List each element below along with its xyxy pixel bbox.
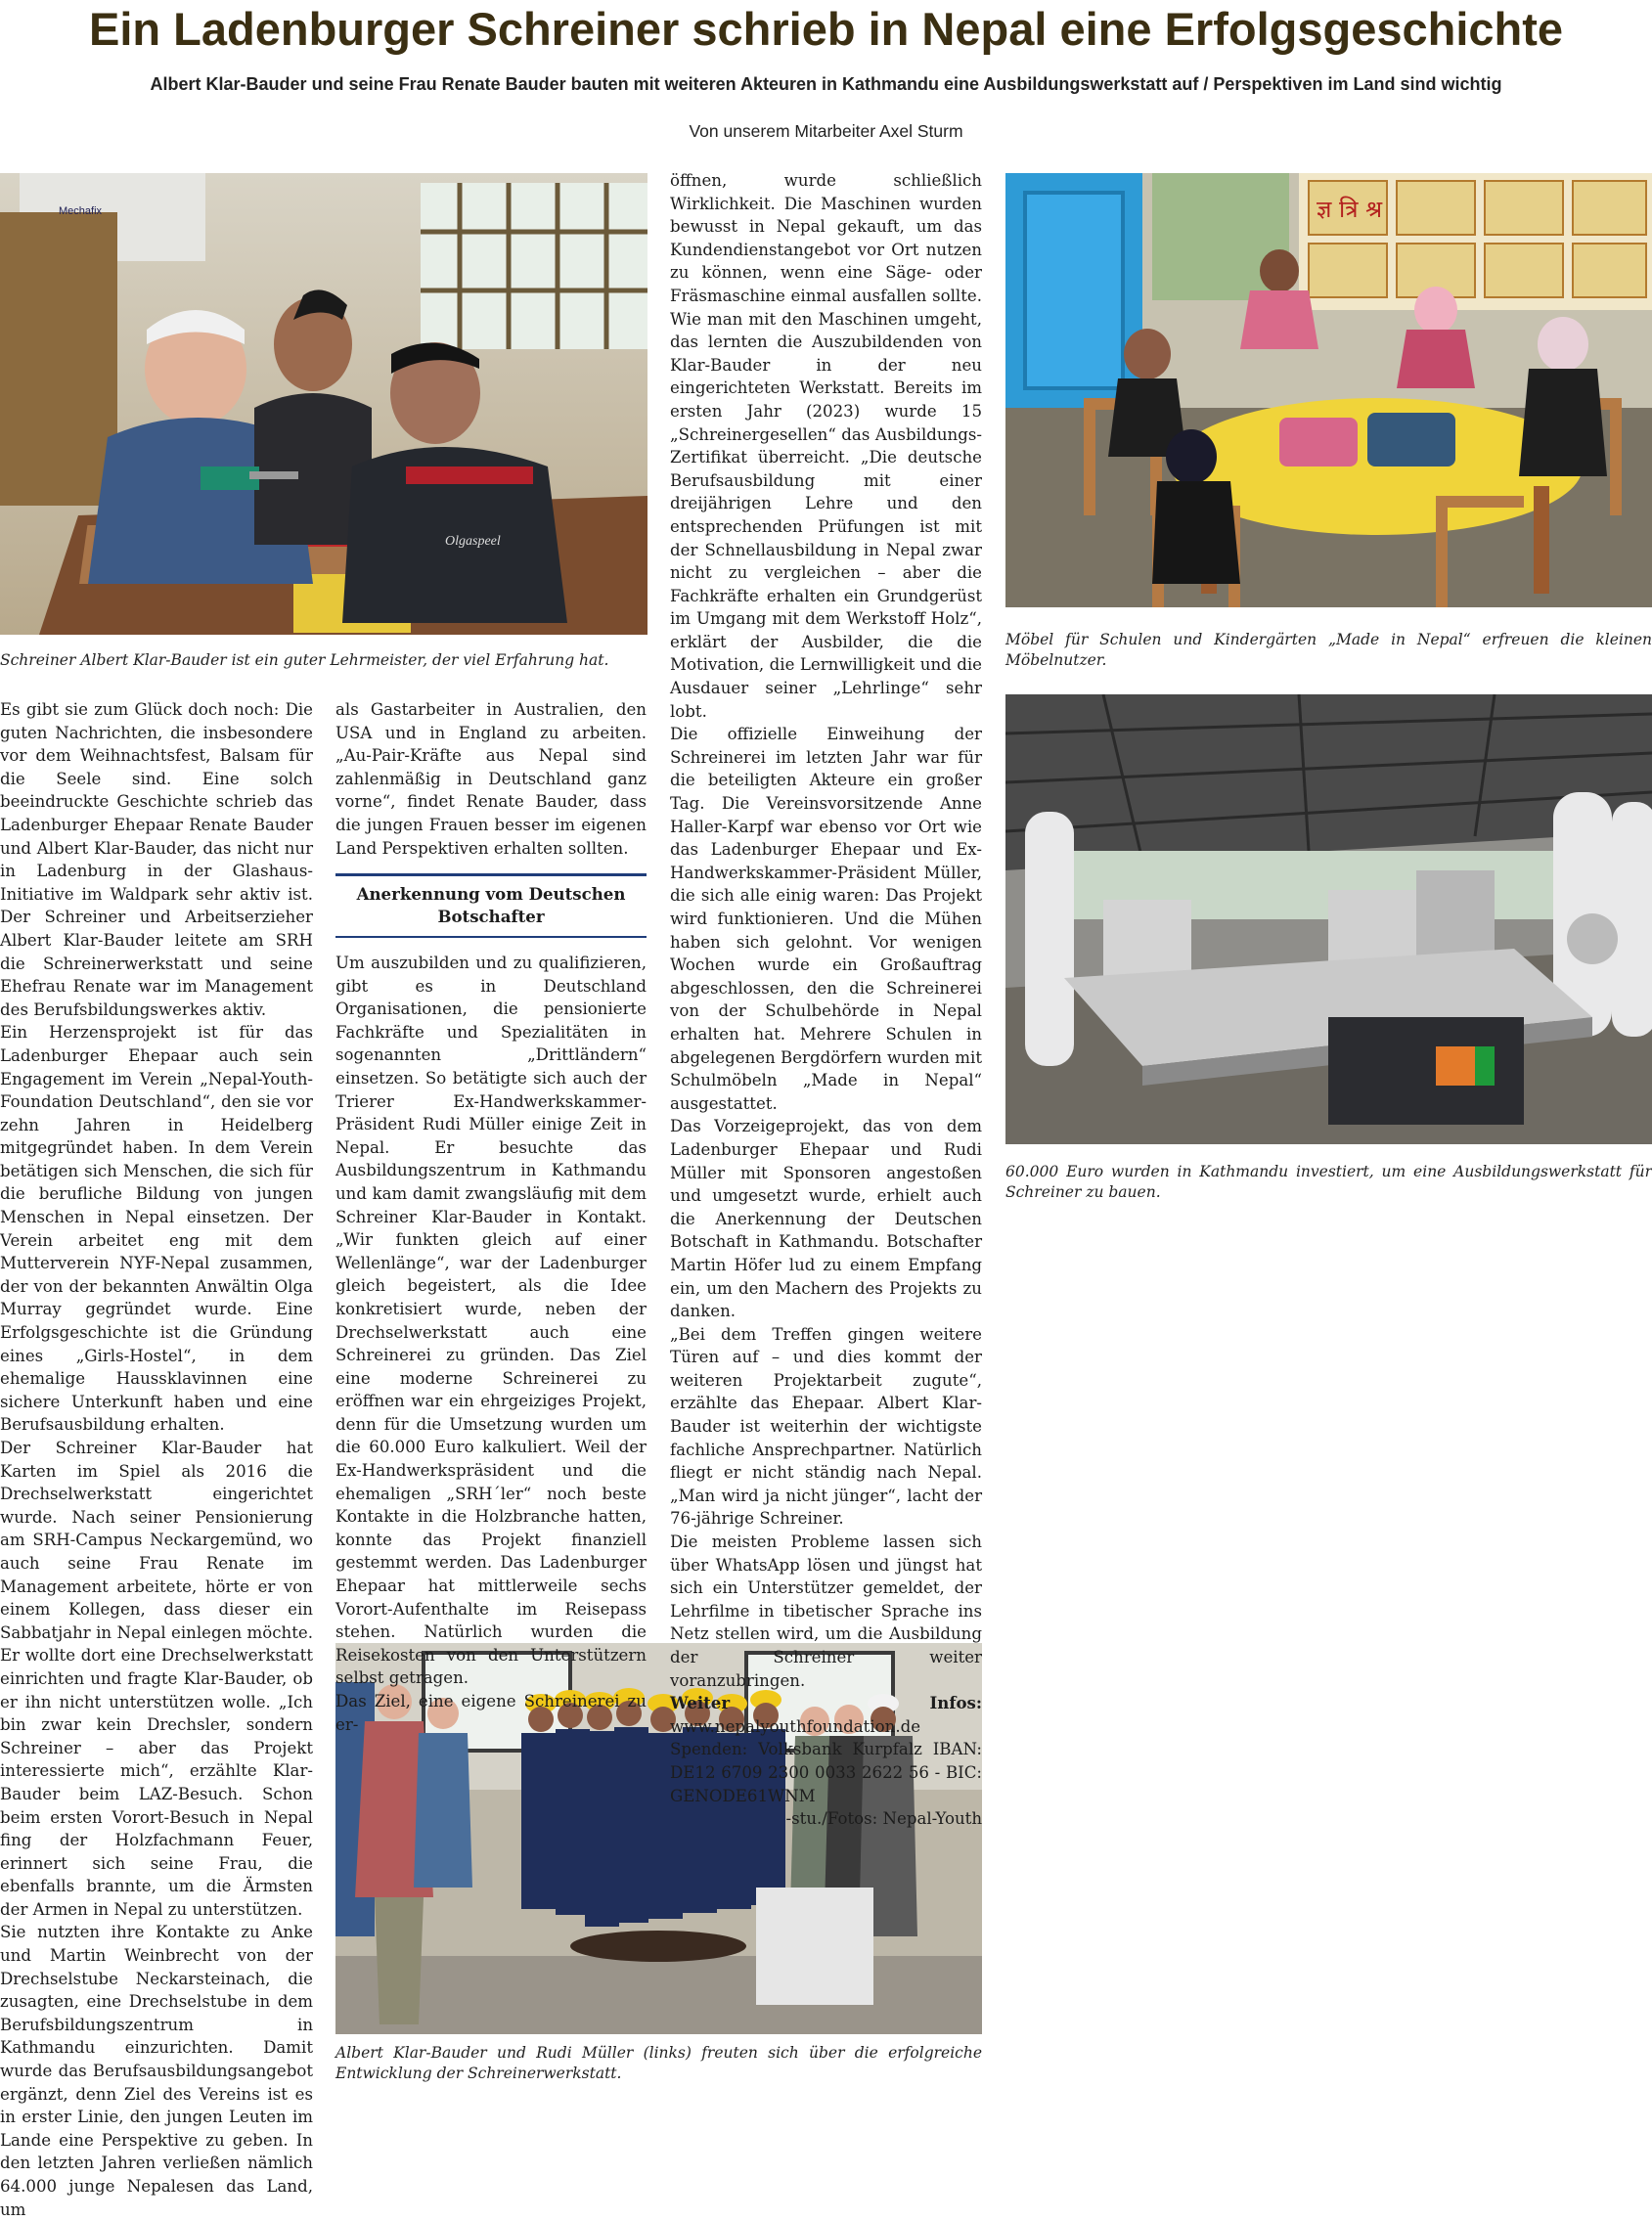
- wall-chart-letters: ज्ञ त्रि श्र: [1317, 196, 1383, 223]
- photo-kindergarten-furniture: [1005, 173, 1652, 607]
- article-column-2-bottom: [335, 952, 647, 1736]
- paragraph: Das Ziel, eine eigene Schreinerei zu er-: [335, 1692, 647, 1734]
- subheading-rule-top: [335, 873, 647, 876]
- info-text: www.nepalyouthfoundation.de Spenden: Volksbank Kurpfalz IBAN: DE12 6709 2300 0033 2622 56 - BIC: GENODE61WNM: [670, 1716, 982, 1805]
- info-block: [670, 1692, 982, 1807]
- article-column-2-top: [335, 698, 647, 860]
- article-column-1: [0, 698, 313, 2221]
- paragraph: „Bei dem Treffen gingen weitere Türen auf – und dies kommt der weiteren Projektarbeit zugute“, erzählte das Ehepaar. Albert Klar-Bauder ist weiterhin der wichtigste fachliche Ansprechpartner. Natürlich fliegt er nicht ständig nach Nepal. „Man wird ja nicht jünger“, lacht der 76-jährige Schreiner.: [670, 1324, 982, 1529]
- paragraph: Die offizielle Einweihung der Schreinerei im letzten Jahr war für die beteiligten Akteure ein großer Tag. Die Vereinsvorsitzende Anne Haller-Karpf war ebenso vor Ort wie das Ladenburger Ehepaar und Ex-Handwerkskammer-Präsident Müller, die sich alle einig waren: Das Projekt wird funktionieren. Und die Mühen haben sich gelohnt. Vor wenigen Wochen wurde ein Großauftrag abgeschlossen, den die Schreinerei von der Schulbehörde in Nepal erhalten hat. Mehrere Schulen in abgelegenen Bergdörfern wurden mit Schulmöbeln „Made in Nepal“ ausgestattet.: [670, 725, 982, 1113]
- paragraph: öffnen, wurde schließlich Wirklichkeit. Die Maschinen wurden bewusst in Nepal gekauft, um das Kundendienstangebot vor Ort nutzen zu können, wenn eine Säge- oder Fräsmaschine einmal ausfallen sollte. Wie man mit den Maschinen umgeht, das lernten die Auszubildenden von Klar-Bauder in der neu eingerichteten Werkstatt. Bereits im ersten Jahr (2023) wurde 15 „Schreinergesellen“ das Ausbildungs-Zertifikat überreicht. „Die deutsche Berufsausbildung mit einer dreijährigen Lehre und den entsprechenden Prüfungen ist mit der Schnellausbildung in Nepal zwar nicht zu vergleichen – aber die Fachkräfte erhalten ein Grundgerüst im Umgang mit dem Werkstoff Holz“, erklärt der Ausbilder, die die Motivation, die Lernwilligkeit und die Ausdauer seiner „Lehrlinge“ sehr lobt.: [670, 171, 982, 721]
- article-subheadline: Albert Klar-Bauder und seine Frau Renate Bauder bauten mit weiteren Akteuren in Kathmandu eine Ausbildungswerkstatt auf / Perspektiven im Land sind wichtig: [150, 74, 1502, 94]
- paragraph: Sie nutzten ihre Kontakte zu Anke und Martin Weinbrecht von der Drechselstube Neckarsteinach, die zusagten, eine Drechselstube in dem Berufsbildungszentrum in Kathmandu einzurichten. Damit wurde das Berufsausbildungsangebot ergänzt, denn Ziel des Vereins ist es in erster Linie, den jungen Leuten im Lande eine Perspektive zu geben. In den letzten Jahren verließen nämlich 64.000 junge Nepalesen das Land, um: [0, 1923, 313, 2219]
- caption-photo-kindergarten: Möbel für Schulen und Kindergärten „Made in Nepal“ erfreuen die kleinen Möbelnutzer.: [1005, 631, 1652, 669]
- paragraph: Es gibt sie zum Glück doch noch: Die guten Nachrichten, die insbesondere vor dem Weihnachtsfest, Balsam für die Seele sind. Eine solch beeindruckte Geschichte schrieb das Ladenburger Ehepaar Renate Bauder und Albert Klar-Bauder, das nicht nur in Ladenburg in der Glashaus-Initiative im Waldpark sehr aktiv ist. Der Schreiner und Arbeitserzieher Albert Klar-Bauder leitete am SRH die Schreinerwerkstatt und seine Ehefrau Renate war im Management des Berufsbildungswerkes aktiv.: [0, 700, 313, 1019]
- info-label: Weiter Infos:: [670, 1693, 982, 1713]
- paragraph: Die meisten Probleme lassen sich über WhatsApp lösen und jüngst hat sich ein Unterstützer gemeldet, der Lehrfilme in tibetischer Sprache ins Netz stellen wird, um die Ausbildung der Schreiner weiter voranzubringen.: [670, 1532, 982, 1690]
- paragraph: Ein Herzensprojekt ist für das Ladenburger Ehepaar auch sein Engagement im Verein „Nepal-Youth-Foundation Deutschland“, den sie vor zehn Jahren in Heidelberg mitgegründet haben. In dem Verein betätigen sich Menschen, die sich für die berufliche Bildung von jungen Menschen in Nepal einsetzen. Der Verein arbeitet eng mit dem Mutterverein NYF-Nepal zusammen, der von der bekannten Anwältin Olga Murray gegründet wurde. Eine Erfolgsgeschichte ist die Gründung eines „Girls-Hostel“, in dem ehemalige Haussklavinnen eine sichere Unterkunft haben und eine Berufsausbildung erhalten.: [0, 1023, 313, 1435]
- subheading-rule-bottom: [335, 936, 647, 938]
- photo-credit: -stu./Fotos: Nepal-Youth: [785, 1809, 982, 1829]
- paragraph: als Gastarbeiter in Australien, den USA und in England zu arbeiten. „Au-Pair-Kräfte aus Nepal sind zahlenmäßig in Deutschland ganz vorne“, findet Renate Bauder, dass die jungen Frauen besser im eigenen Land Perspektiven erhalten sollten.: [335, 700, 647, 858]
- machine-brand-label: Mechafix: [59, 205, 103, 217]
- article-column-3: [670, 169, 982, 1831]
- article-byline: Von unserem Mitarbeiter Axel Sturm: [689, 121, 963, 141]
- paragraph: Das Vorzeigeprojekt, das von dem Ladenburger Ehepaar und Rudi Müller mit Sponsoren angestoßen und umgesetzt wurde, erhielt auch die Anerkennung der Deutschen Botschaft in Kathmandu. Botschafter Martin Höfer lud zu einem Empfang ein, um den Machern des Projekts zu danken.: [670, 1117, 982, 1321]
- article-headline: Ein Ladenburger Schreiner schrieb in Nepal eine Erfolgsgeschichte: [88, 3, 1564, 55]
- jacket-logo: Olgaspeel: [445, 534, 501, 549]
- photo-workshop-drill: [0, 173, 647, 635]
- caption-photo-workshop: Schreiner Albert Klar-Bauder ist ein guter Lehrmeister, der viel Erfahrung hat.: [0, 651, 609, 669]
- caption-photo-group: Albert Klar-Bauder und Rudi Müller (links) freuten sich über die erfolgreiche Entwicklung der Schreinerwerkstatt.: [335, 2044, 982, 2082]
- paragraph: Der Schreiner Klar-Bauder hat Karten im Spiel als 2016 die Drechselwerkstatt eingerichtet wurde. Nach seiner Pensionierung am SRH-Campus Neckargemünd, wo auch seine Frau Renate im Management arbeitete, hörte er von einem Kollegen, dass dieser ein Sabbatjahr in Nepal einlegen möchte. Er wollte dort eine Drechselwerkstatt einrichten und fragte Klar-Bauder, ob er ihn nicht unterstützen wolle. „Ich bin zwar kein Drechsler, sondern Schreiner – aber das Projekt interessierte mich“, erzählte Klar-Bauder beim LAZ-Besuch. Schon beim ersten Vorort-Besuch in Nepal fing der Holzfachmann Feuer, erinnert sich seine Frau, die ebenfalls brannte, um die Ärmsten der Armen in Nepal zu unterstützen.: [0, 1439, 313, 1919]
- subheading-botschafter: Anerkennung vom Deutschen Botschafter: [356, 884, 626, 926]
- paragraph: Um auszubilden und zu qualifizieren, gibt es in Deutschland Organisationen, die pensionierte Fachkräfte und Spezialitäten in sogenannten „Drittländern“ einsetzen. So betätigte sich auch der Trierer Ex-Handwerkskammer-Präsident Rudi Müller einige Zeit in Nepal. Er besuchte das Ausbildungszentrum in Kathmandu und kam damit zwangsläufig mit dem Schreiner Klar-Bauder in Kontakt. „Wir funkten gleich auf einer Wellenlänge“, war der Ladenburger gleich begeistert, als die Idee konkretisiert wurde, neben der Drechselwerkstatt auch eine Schreinerei zu gründen. Das Ziel eine moderne Schreinerei zu eröffnen war ein ehrgeiziges Projekt, denn für die Umsetzung wurden um die 60.000 Euro kalkuliert. Weil der Ex-Handwerkspräsident und die ehemaligen „SRH´ler“ noch beste Kontakte in die Holzbranche hatten, konnte das Projekt finanziell gestemmt werden. Das Ladenburger Ehepaar hat mittlerweile sechs Vorort-Aufenthalte im Reisepass stehen. Natürlich wurden die Reisekosten von den Unterstützern selbst getragen.: [335, 954, 647, 1688]
- caption-photo-hall: 60.000 Euro wurden in Kathmandu investiert, um eine Ausbildungswerkstatt für Schreiner zu bauen.: [1005, 1163, 1652, 1201]
- photo-workshop-hall: [1005, 694, 1652, 1144]
